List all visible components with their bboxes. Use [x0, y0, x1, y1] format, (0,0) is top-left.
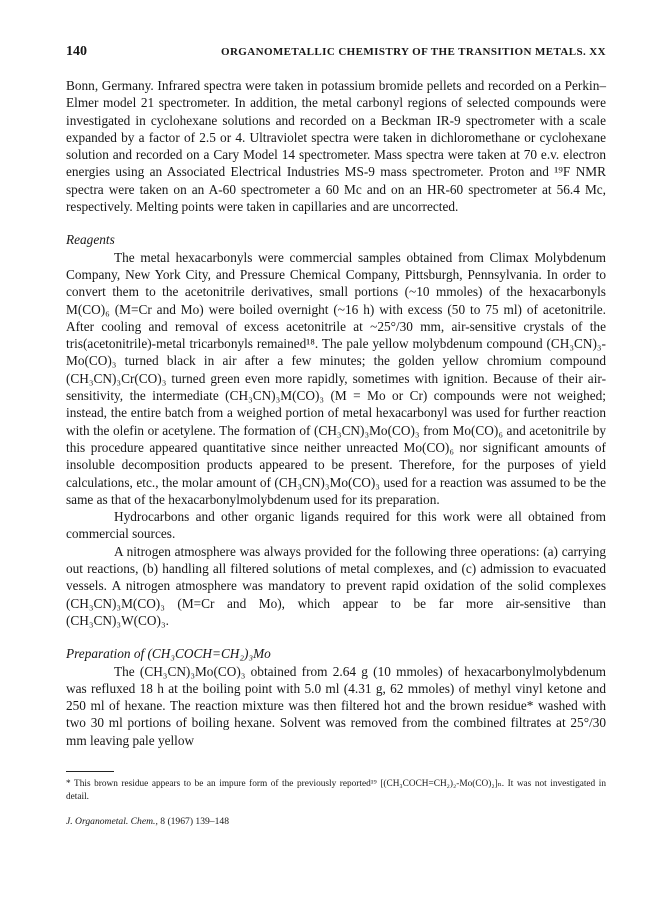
- journal-name: J. Organometal. Chem.,: [66, 815, 158, 827]
- journal-citation: [66, 816, 606, 827]
- preparation-paragraph: The (CH₃CN)₃Mo(CO)₃ obtained from 2.64 g (10 mmoles) of hexacarbonylmolybdenum was refluxed 18 h at the boiling point with 5.0 ml (4.31 g, 62 mmoles) of methyl vinyl ketone and 250 ml of hexane. The reaction mixture was then filtered hot and the brown residue* washed with two 30 ml portions of boiling hexane. Solvent was removed from the combined filtrates at 25°/30 mm leaving pale yellow: [66, 663, 606, 748]
- reagents-paragraph-2: Hydrocarbons and other organic ligands required for this work were all obtained from commercial sources.: [66, 509, 606, 542]
- page-number: 140: [66, 44, 87, 59]
- page: [66, 44, 606, 827]
- reagents-paragraph-1: The metal hexacarbonyls were commercial samples obtained from Climax Molybdenum Company, New York City, and Pressure Chemical Company, Pittsburgh, Pennsylvania. In order to convert them to the acetonitrile derivatives, small portions (~10 mmoles) of the hexacarbonyls M(CO)₆ (M=Cr and Mo) were boiled overnight (~16 h) with excess (50 to 75 ml) of acetonitrile. After cooling and removal of excess acetonitrile at ~25°/30 mm, air-sensitive crystals of the tris(acetonitrile)-metal tricarbonyls remained¹⁸. The pale yellow molybdenum compound (CH₃CN)₃-Mo(CO)₃ turned black in air after a few minutes; the golden yellow chromium compound (CH₃CN)₃Cr(CO)₃ turned green even more rapidly, sometimes with ignition. Because of their air-sensitivity, the intermediate (CH₃CN)₃M(CO)₃ (M = Mo or Cr) compounds were not weighed; instead, the entire batch from a weighed portion of metal hexacarbonyl was used for further reaction with the olefin or acetylene. The formation of (CH₃CN)₃Mo(CO)₃ from Mo(CO)₆ and acetonitrile by this procedure appeared quantitative since neither unreacted Mo(CO)₆ nor significant amounts of insoluble decomposition products appeared to be present. Therefore, for the purposes of yield calculations, etc., the molar amount of (CH₃CN)₃Mo(CO)₃ used for a reaction was assumed to be the same as that of the hexacarbonylmolybdenum used for its preparation.: [66, 249, 606, 507]
- reagents-heading: Reagents: [66, 232, 115, 248]
- preparation-heading: Preparation of (CH₃COCH=CH₂)₃Mo: [66, 646, 271, 662]
- intro-paragraph: Bonn, Germany. Infrared spectra were taken in potassium bromide pellets and recorded on a Perkin–Elmer model 21 spectrometer. In addition, the metal carbonyl regions of selected compounds were investigated in cyclohexane solutions and recorded on a Beckman IR-9 spectrometer with a scale expanded by a factor of 2.5 or 4. Ultraviolet spectra were taken in dichloromethane or cyclohexane solution and recorded on a Cary Model 14 spectrometer. Mass spectra were taken at 70 e.v. electron energies using an Associated Electrical Industries MS-9 mass spectrometer. Proton and ¹⁹F NMR spectra were taken on an A-60 spectrometer a 60 Mc and on an HR-60 spectrometer at 56.4 Mc, respectively. Melting points were taken in capillaries and are uncorrected.: [66, 78, 606, 215]
- running-title: ORGANOMETALLIC CHEMISTRY OF THE TRANSITION METALS. XX: [221, 46, 606, 58]
- footnote: * This brown residue appears to be an impure form of the previously reported¹⁹ [(CH₃COCH=CH₂)₂-Mo(CO)₂]ₙ. It was not investigated in detail.: [66, 778, 606, 802]
- footnote-rule: [66, 771, 114, 772]
- journal-volume-pages: 8 (1967) 139–148: [160, 815, 229, 827]
- reagents-paragraph-3: A nitrogen atmosphere was always provided for the following three operations: (a) carrying out reactions, (b) handling all filtered solutions of metal complexes, and (c) admission to evacuated vessels. A nitrogen atmosphere was mandatory to prevent rapid oxidation of the solid complexes (CH₃CN)₃M(CO)₃ (M=Cr and Mo), which appear to be far more air-sensitive than (CH₃CN)₃W(CO)₃.: [66, 543, 606, 628]
- running-header: [66, 44, 606, 60]
